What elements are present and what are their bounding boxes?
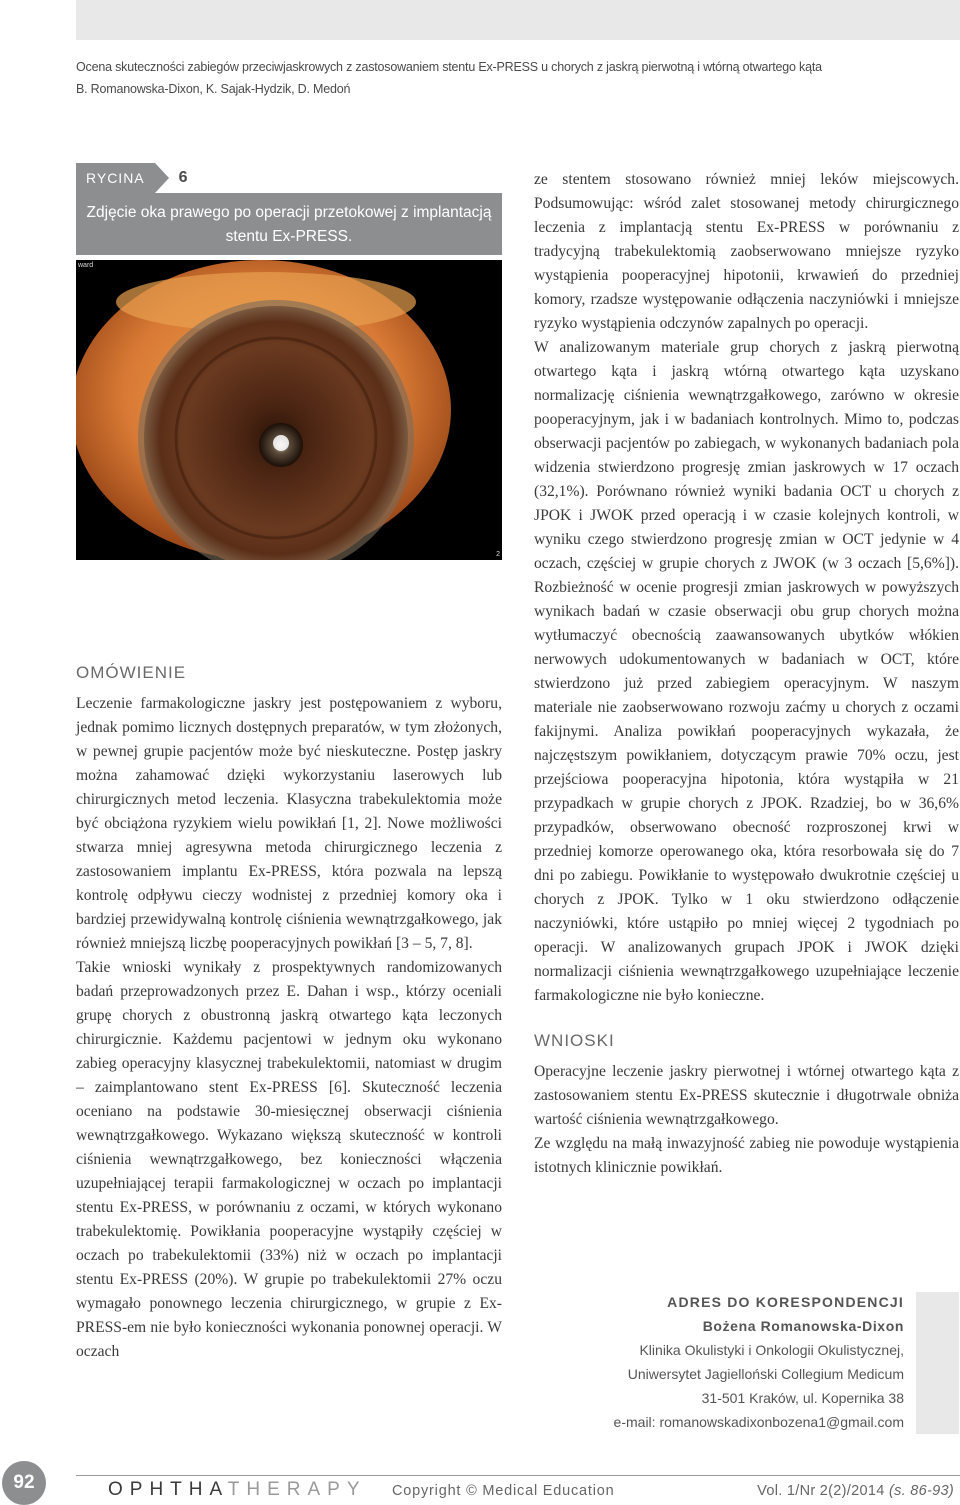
- correspondence-block: [600, 1290, 904, 1434]
- photo-corner-text: ward: [78, 262, 94, 269]
- correspondence-line: 31-501 Kraków, ul. Kopernika 38: [701, 1390, 904, 1406]
- footer-rule: [76, 1475, 960, 1476]
- correspondence-line: Uniwersytet Jagielloński Collegium Medicum: [627, 1366, 904, 1382]
- discussion-paragraph: Leczenie farmakologiczne jaskry jest postępowaniem z wyboru, jednak pomimo licznych dostępnych preparatów, w tym złożonych, w pewnej grupie pacjentów może być nieskuteczne. Postęp jaskry można zahamować dzięki wykorzystaniu laserowych lub chirurgicznych metod leczenia. Klasyczna trabekulektomia może być obciążona ryzykiem wielu powikłań [1, 2]. Nowe możliwości stwarza mniej agresywna metoda chirurgicznego leczenia z zastosowaniem implantu Ex-PRESS, która pozwala na lepszą kontrolę odpływu cieczy wodnistej z przedniej komory oka i bardziej przewidywalną kontrolę ciśnienia wewnątrzgałkowego, jak również mniejszą liczbę pooperacyjnych powikłań [3 – 5, 7, 8].: [76, 695, 502, 952]
- body-paragraph: ze stentem stosowano również mniej leków miejscowych. Podsumowując: wśród zalet stosowanej metody chirurgicznego leczenia z implantacją stentu Ex-PRESS w porównaniu z tradycyjną trabekulektomią zaobserwowano mniejsze ryzyko wystąpienia pooperacyjnej hipotonii, krwawień do przedniej komory, rzadsze występowanie odłączenia naczyniówki i mniejsze ryzyko wystąpienia odczynów zapalnych po operacji.: [534, 171, 959, 332]
- volume: Vol. 1/Nr 2(2)/2014: [757, 1483, 885, 1499]
- photo-corner-number: 2: [496, 551, 500, 558]
- figure-caption: [76, 193, 502, 255]
- running-head: [76, 56, 936, 100]
- figure-tag: RYCINA: [76, 163, 155, 193]
- conclusion-paragraph: Operacyjne leczenie jaskry pierwotnej i wtórnej otwartego kąta z zastosowaniem stentu Ex-PRESS skutecznie i długotrwale obniża wartość ciśnienia wewnątrzgałkowego.: [534, 1063, 959, 1128]
- copyright: Copyright © Medical Education: [392, 1483, 615, 1499]
- running-head-title: Ocena skuteczności zabiegów przeciwjaskrowych z zastosowaniem stentu Ex-PRESS u chorych z jaskrą pierwotną i wtórną otwartego kąta: [76, 60, 822, 74]
- right-column: [534, 168, 959, 1180]
- left-column: [76, 660, 502, 1364]
- journal-name: [108, 1479, 367, 1501]
- header-bar: [76, 0, 960, 40]
- journal-name-part1: OPHTHA: [108, 1479, 228, 1500]
- correspondence-email[interactable]: e-mail: romanowskadixonbozena1@gmail.com: [613, 1414, 904, 1430]
- correspondence-line: Klinika Okulistyki i Onkologii Okulistycznej,: [639, 1342, 904, 1358]
- body-paragraph: W analizowanym materiale grup chorych z jaskrą pierwotną otwartego kąta i jaskrą wtórną otwartego kąta uzyskano normalizację ciśnienia wewnątrzgałkowego, zarówno w okresie pooperacyjnym, jak i w badaniach kontrolnych. Mimo to, podczas obserwacji pacjentów po zabiegach, w wykonanych badaniach pola widzenia stwierdzono progresję zmian jaskrowych w 17 oczach (32,1%). Porównano również wyniki badania OCT u chorych z JPOK i JWOK przed operacją i w czasie kolejnych kontroli, w wyniku czego stwierdzono progresję zmian w OCT jedynie w 4 oczach, częściej w grupie chorych z JWOK (w 3 oczach [5,6%]). Rozbieżność w ocenie progresji zmian jaskrowych w powyższych wynikach badań w czasie obserwacji obu grup chorych można wytłumaczyć obecnością zaawansowanych ubytków włókien nerwowych udokumentowanych w badaniach w OCT, które stwierdzono już przed zabiegiem operacyjnym. W naszym materiale nie zaobserwowano rozwoju zaćmy u chorych z oczami fakijnymi. Analiza powikłań pooperacyjnych wykazała, że najczęstszym powikłaniem, dotyczącym prawie 70% oczu, jest przejściowa pooperacyjna hipotonia, która wystąpiła w 21 przypadkach w grupie chorych z JPOK. Rzadziej, bo w 36,6% przypadków, obserwowano obecność rozproszonej krwi w przedniej komorze operowanego oka, która resorbowała się do 7 dni po zabiegu. Powikłanie to występowało dwukrotnie częściej u chorych z JPOK. Tylko w 1 oku stwierdzono odłączenie naczyniówki, które ustąpiło po mniej więcej 2 tygodniach po operacji. W analizowanych grupach JPOK i JWOK dzięki normalizacji ciśnienia wewnątrzgałkowego uzupełniające leczenie farmakologiczne nie było konieczne.: [534, 339, 959, 1004]
- figure-caption-line1: Zdjęcie oka prawego po operacji przetokowej z implantacją: [86, 204, 492, 221]
- discussion-paragraph: Takie wnioski wynikały z prospektywnych randomizowanych badań przeprowadzonych przez E. Dahan i wsp., którzy oceniali grupę chorych z obustronną jaskrą otwartego kąta leczonych chirurgicznie. Każdemu pacjentowi w jednym oku wykonano zabieg operacyjny klasycznej trabekulektomii, natomiast w drugim – zaimplantowano stent Ex-PRESS [6]. Skuteczność leczenia oceniano na podstawie 30-miesięcznej obserwacji ciśnienia wewnątrzgałkowego. Wykazano większą skuteczność w kontroli ciśnienia wewnątrzgałkowego, bez konieczności włączenia uzupełniającej terapii farmakologicznej w oczach po implantacji stentu Ex-PRESS, w porównaniu z oczami, w których wykonano trabekulektomię. Powikłania pooperacyjne wystąpiły częściej w oczach po trabekulektomii (33%) niż w oczach po implantacji stentu Ex-PRESS (20%). W grupie po trabekulektomii 27% oczu wymagało ponownego leczenia chirurgicznego, w grupie z Ex-PRESS-em nie było konieczności wykonania ponownej operacji. W oczach: [76, 959, 502, 1360]
- conclusions-heading: WNIOSKI: [534, 1031, 615, 1050]
- conclusion-paragraph: Ze względu na małą inwazyjność zabieg nie powoduje wystąpienia istotnych klinicznie powikłań.: [534, 1135, 959, 1176]
- discussion-heading: OMÓWIENIE: [76, 663, 187, 682]
- eye-photograph: [76, 260, 502, 560]
- volume-info: [757, 1483, 954, 1499]
- eye-image: [76, 260, 502, 560]
- page-footer: [0, 1455, 960, 1502]
- journal-name-part2: THERAPY: [227, 1479, 367, 1500]
- figure-number: 6: [178, 169, 188, 186]
- page-range: (s. 86-93): [888, 1483, 954, 1499]
- correspondence-heading: ADRES DO KORESPONDENCJI: [667, 1294, 904, 1310]
- figure-label: [76, 163, 188, 193]
- correspondence-bar: [916, 1292, 959, 1434]
- running-head-authors: B. Romanowska-Dixon, K. Sajak-Hydzik, D. Medoń: [76, 82, 351, 96]
- figure-caption-line2: stentu Ex-PRESS.: [225, 228, 353, 245]
- page-number: 92: [2, 1461, 46, 1505]
- correspondence-name: Bożena Romanowska-Dixon: [702, 1318, 904, 1334]
